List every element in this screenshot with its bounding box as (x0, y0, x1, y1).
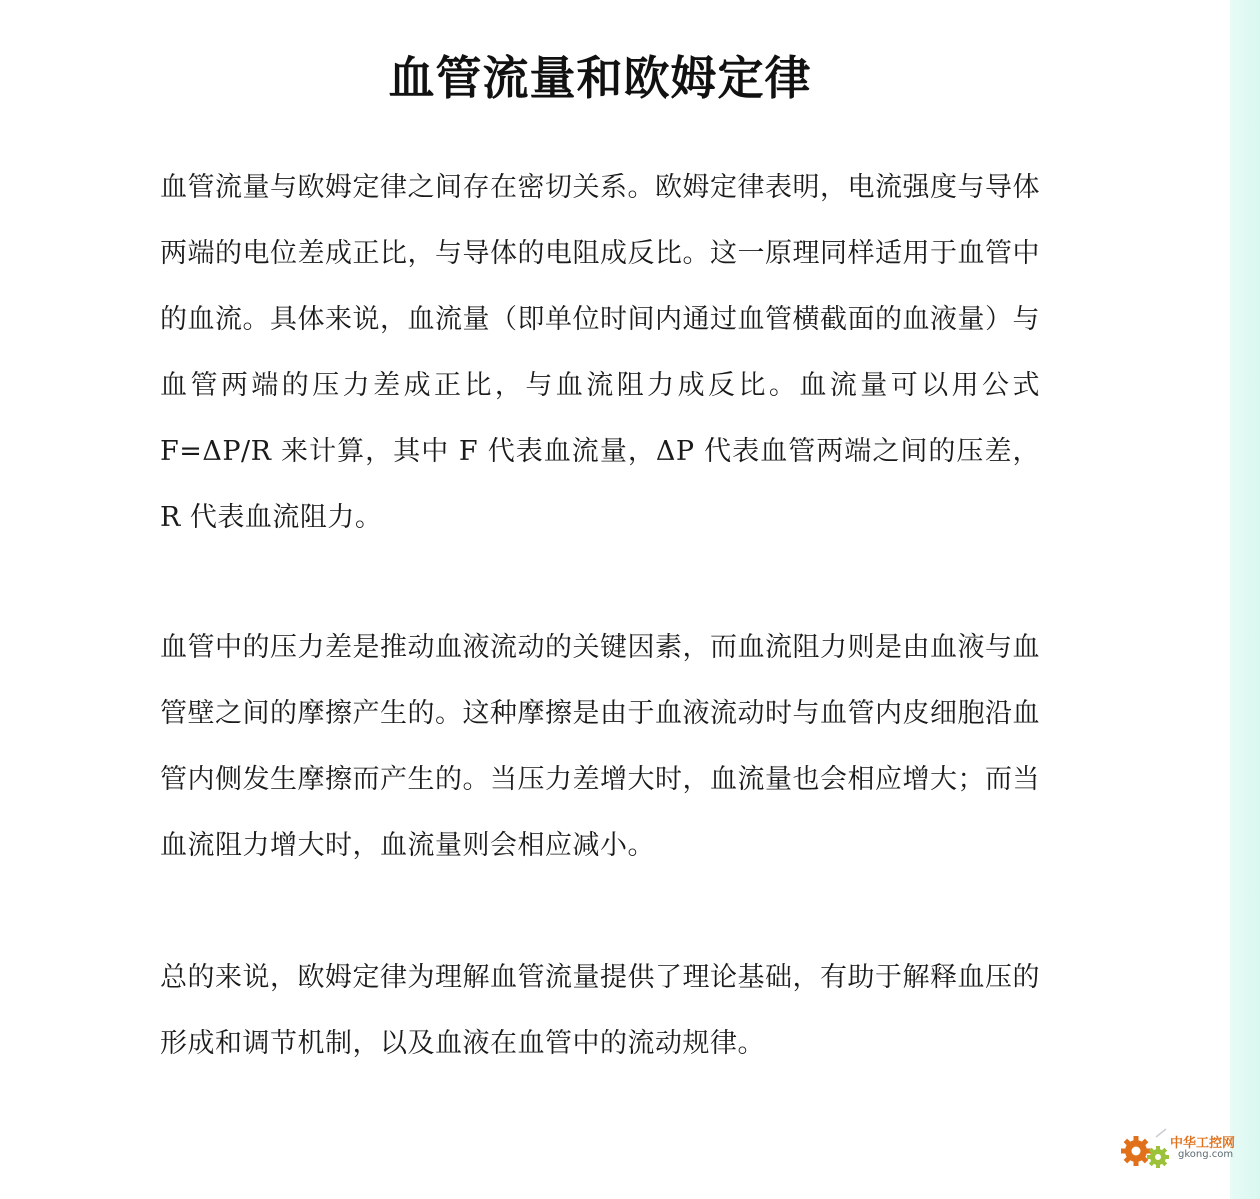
watermark-site-domain: gkong.com (1178, 1149, 1234, 1160)
watermark-site-name: 中华工控网 (1170, 1136, 1236, 1151)
paragraph-3: 总的来说，欧姆定律为理解血管流量提供了理论基础，有助于解释血压的形成和调节机制，以及血液在血管中的流动规律。 (160, 962, 1040, 1059)
paragraph-1: 血管流量与欧姆定律之间存在密切关系。欧姆定律表明，电流强度与导体两端的电位差成正比，与导体的电阻成反比。这一原理同样适用于血管中的血流。具体来说，血流量（即单位时间内通过血管横截面的血液量）与血管两端的压力差成正比，与血流阻力成反比。血流量可以用公式 F=ΔP/R 来计算，其中 F 代表血流量，ΔP 代表血管两端之间的压差，R 代表血流阻力。 (160, 172, 1040, 533)
paragraph-2: 血管中的压力差是推动血液流动的关键因素，而血流阻力则是由血液与血管壁之间的摩擦产生的。这种摩擦是由于血液流动时与血管内皮细胞沿血管内侧发生摩擦而产生的。当压力差增大时，血流量也会相应增大；而当血流阻力增大时，血流量则会相应减小。 (160, 632, 1040, 861)
gears-logo-icon (1116, 1123, 1176, 1173)
right-edge-band (1230, 0, 1260, 1199)
site-watermark (1116, 1123, 1246, 1173)
document-title: 血管流量和欧姆定律 (388, 51, 812, 105)
